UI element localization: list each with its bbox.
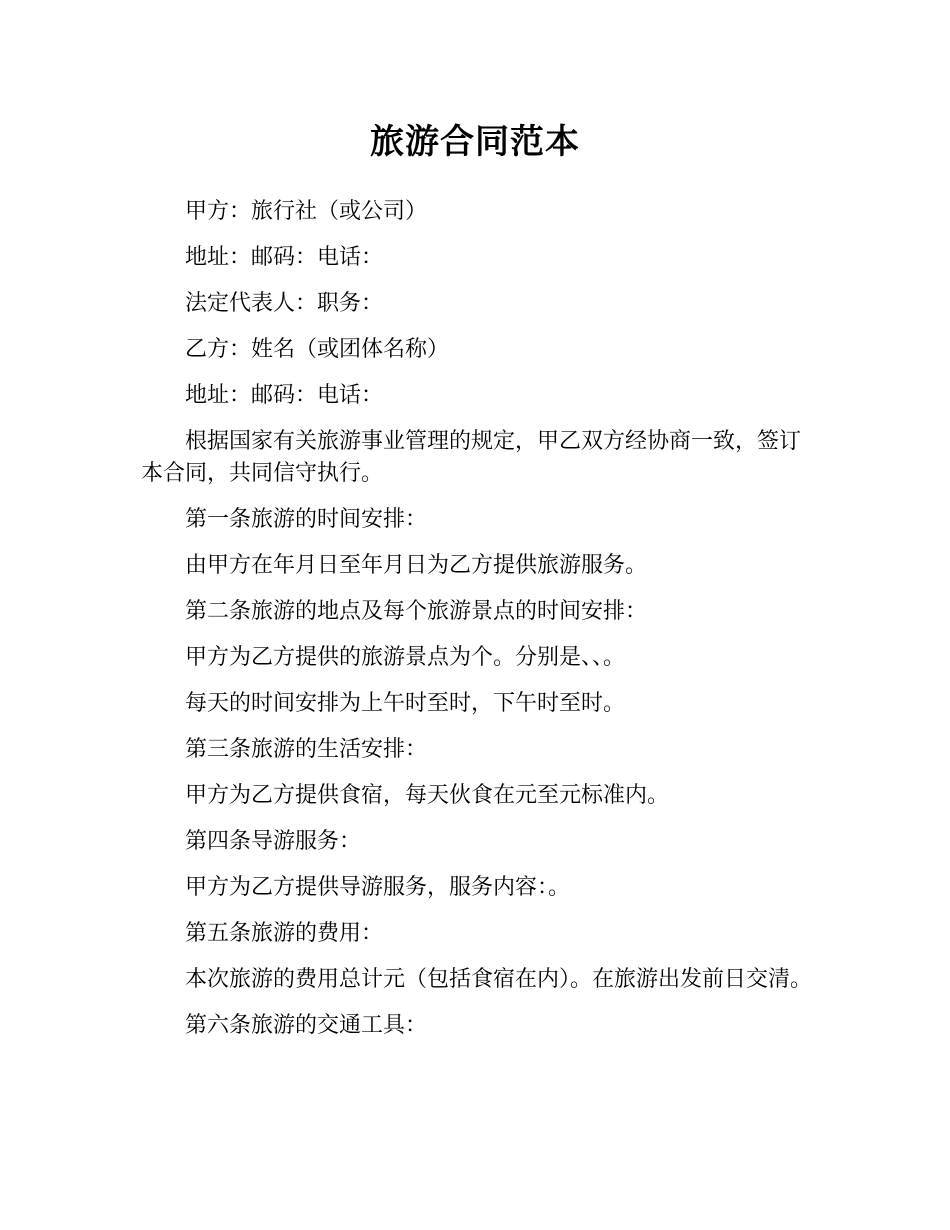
party-a-name: 甲方：旅行社（或公司） (185, 199, 428, 224)
article-1-text: 由甲方在年月日至年月日为乙方提供旅游服务。 (185, 553, 648, 578)
article-1-heading: 第一条旅游的时间安排： (185, 507, 428, 532)
article-3-text: 甲方为乙方提供食宿，每天伙食在元至元标准内。 (185, 783, 670, 808)
article-2-schedule: 每天的时间安排为上午时至时，下午时至时。 (185, 691, 626, 716)
document-body (141, 196, 821, 1056)
article-4-text: 甲方为乙方提供导游服务，服务内容：。 (185, 875, 571, 900)
party-b-name: 乙方：姓名（或团体名称） (185, 337, 450, 362)
article-3-heading: 第三条旅游的生活安排： (185, 737, 428, 762)
article-6-heading: 第六条旅游的交通工具： (185, 1013, 428, 1038)
document-title: 旅游合同范本 (370, 122, 580, 162)
article-2-text: 甲方为乙方提供的旅游景点为个。分别是、、。 (185, 645, 626, 670)
article-5-text: 本次旅游的费用总计元（包括食宿在内）。在旅游出发前日交清。 (185, 967, 813, 992)
article-4-heading: 第四条导游服务： (185, 829, 362, 854)
preamble: 根据国家有关旅游事业管理的规定，甲乙双方经协商一致，签订本合同，共同信守执行。 (141, 429, 802, 486)
party-b-address: 地址：邮码：电话： (185, 383, 384, 408)
party-a-address: 地址：邮码：电话： (185, 245, 384, 270)
article-5-heading: 第五条旅游的费用： (185, 921, 384, 946)
article-2-heading: 第二条旅游的地点及每个旅游景点的时间安排： (185, 599, 648, 624)
party-a-representative: 法定代表人：职务： (185, 291, 384, 316)
